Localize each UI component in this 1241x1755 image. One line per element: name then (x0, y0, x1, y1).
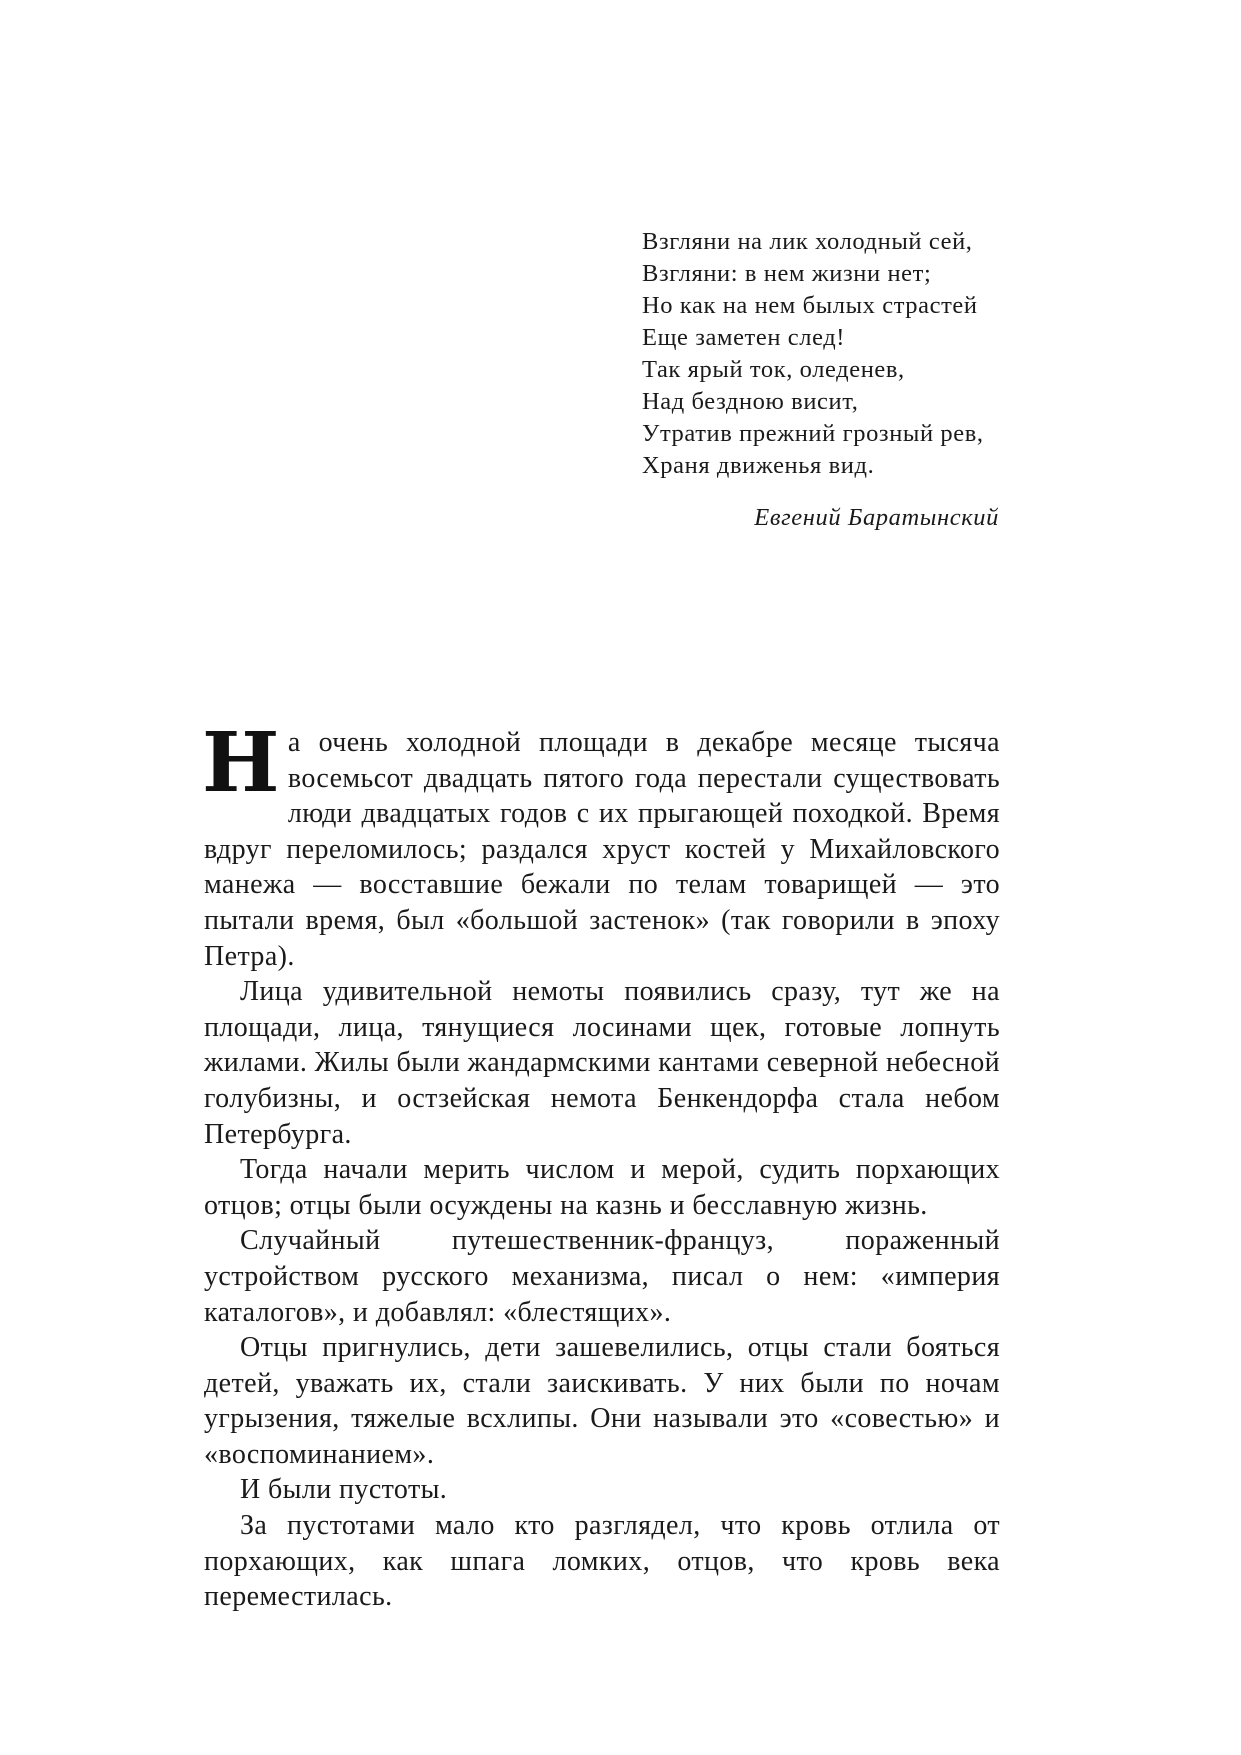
chapter-text (202, 715, 1000, 1615)
paragraph (202, 715, 1000, 974)
epigraph-author: Евгений Баратынский (754, 504, 999, 531)
epigraph-line: Взгляни на лик холодный сей, (642, 228, 973, 255)
epigraph (642, 226, 1022, 534)
drop-cap: Н (202, 715, 280, 811)
epigraph-line: Но как на нем былых страстей (642, 292, 978, 319)
paragraph: За пустотами мало кто разглядел, что кровь отлила от порхающих, как шпага ломких, отцов, что кровь века переместилась. (204, 1510, 1000, 1613)
epigraph-line: Над бездною висит, (642, 388, 859, 415)
paragraph: Лица удивительной немоты появились сразу, тут же на площади, лица, тянущиеся лосинами щек, готовые лопнуть жилами. Жилы были жандармскими кантами северной небесной голубизны, и остзейская немота Бенкендорфа стала небом Петербурга. (204, 976, 1000, 1150)
epigraph-line: Храня движенья вид. (642, 452, 875, 479)
epigraph-line: Взгляни: в нем жизни нет; (642, 260, 932, 287)
paragraph-text: а очень холодной площади в декабре месяце тысяча восемьсот двадцать пятого года перестали существовать люди двадцатых годов с их прыгающей походкой. Время вдруг переломилось; раздался хруст костей у Михайловского манежа — восставшие бежали по телам товарищей — это пытали время, был «большой застенок» (так говорили в эпоху Петра). (204, 727, 1000, 972)
paragraph: Случайный путешественник-француз, пораженный устройством русского механизма, писал о нем: «империя каталогов», и добавлял: «блестящих». (204, 1225, 1000, 1328)
paragraph: Тогда начали мерить числом и мерой, судить порхающих отцов; отцы были осуждены на казнь и бесславную жизнь. (204, 1154, 1000, 1221)
paragraph: И были пустоты. (240, 1474, 448, 1506)
epigraph-line: Утратив прежний грозный рев, (642, 420, 984, 447)
epigraph-line: Так ярый ток, оледенев, (642, 356, 905, 383)
paragraph: Отцы пригнулись, дети зашевелились, отцы стали бояться детей, уважать их, стали заискивать. У них были по ночам угрызения, тяжелые всхлипы. Они называли это «совестью» и «воспоминанием». (204, 1332, 1000, 1470)
epigraph-line: Еще заметен след! (642, 324, 846, 351)
